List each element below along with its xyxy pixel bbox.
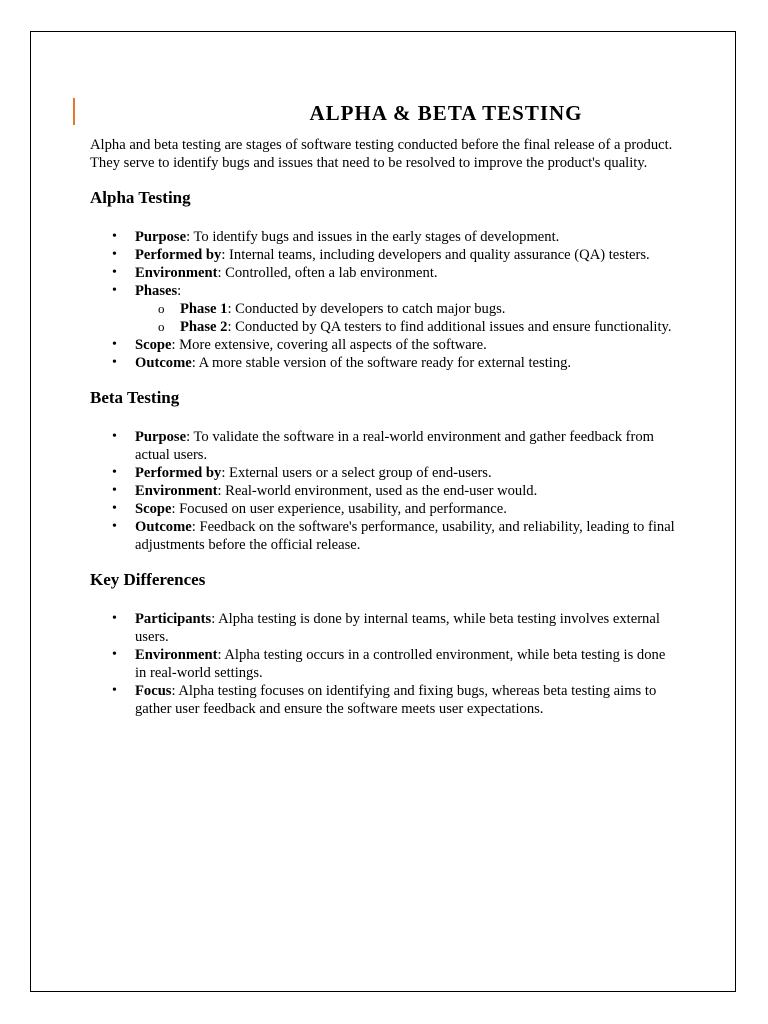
document-body[interactable] bbox=[90, 99, 680, 718]
sublist-item bbox=[135, 300, 680, 318]
item-term: Purpose bbox=[135, 229, 187, 245]
list-item bbox=[90, 282, 680, 336]
item-term: Participants bbox=[135, 611, 212, 627]
list-item bbox=[90, 264, 680, 282]
phases-sublist bbox=[135, 300, 680, 336]
differences-heading: Key Differences bbox=[90, 570, 206, 589]
document-title: ALPHA & BETA TESTING bbox=[309, 101, 583, 125]
list-item bbox=[90, 464, 680, 482]
differences-list bbox=[90, 610, 680, 718]
beta-heading: Beta Testing bbox=[90, 388, 180, 407]
item-term: Environment bbox=[135, 483, 218, 499]
list-item bbox=[90, 228, 680, 246]
item-term: Phase 1 bbox=[180, 301, 228, 317]
item-text: : To validate the software in a real-world environment and gather feedback from actual users. bbox=[135, 429, 655, 463]
list-item bbox=[90, 428, 680, 464]
list-item bbox=[90, 500, 680, 518]
item-term: Phases bbox=[135, 283, 178, 299]
list-item bbox=[90, 518, 680, 554]
item-term: Outcome bbox=[135, 519, 192, 535]
list-item bbox=[90, 246, 680, 264]
item-term: Phase 2 bbox=[180, 319, 228, 335]
item-term: Scope bbox=[135, 337, 172, 353]
beta-list bbox=[90, 428, 680, 554]
item-text: : Conducted by developers to catch major bugs. bbox=[227, 301, 506, 317]
item-text: : Alpha testing is done by internal teams, while beta testing involves external users. bbox=[135, 611, 660, 645]
item-text: : Real-world environment, used as the end-user would. bbox=[217, 483, 538, 499]
list-item bbox=[90, 482, 680, 500]
item-term: Performed by bbox=[135, 247, 222, 263]
item-term: Scope bbox=[135, 501, 172, 517]
item-text: : Controlled, often a lab environment. bbox=[217, 265, 438, 281]
list-item bbox=[90, 610, 680, 646]
item-text: : More extensive, covering all aspects of the software. bbox=[171, 337, 487, 353]
item-text: : To identify bugs and issues in the early stages of development. bbox=[186, 229, 560, 245]
item-term: Purpose bbox=[135, 429, 187, 445]
intro-paragraph: Alpha and beta testing are stages of software testing conducted before the final release of a product. They serve to identify bugs and issues that need to be resolved to improve the product's quality. bbox=[90, 137, 673, 171]
item-text: : Alpha testing focuses on identifying and fixing bugs, whereas beta testing aims to gather user feedback and ensure the software meets user expectations. bbox=[135, 683, 657, 717]
text-cursor bbox=[73, 98, 75, 125]
sublist-item bbox=[135, 318, 680, 336]
item-term: Performed by bbox=[135, 465, 222, 481]
alpha-list bbox=[90, 228, 680, 372]
item-term: Environment bbox=[135, 647, 218, 663]
item-text: : Feedback on the software's performance, usability, and reliability, leading to final adjustments before the official release. bbox=[135, 519, 675, 553]
item-term: Outcome bbox=[135, 355, 192, 371]
item-text: : Alpha testing occurs in a controlled environment, while beta testing is done in real-world settings. bbox=[135, 647, 666, 681]
list-item bbox=[90, 682, 680, 718]
item-text: : External users or a select group of end-users. bbox=[221, 465, 492, 481]
item-text: : Conducted by QA testers to find additional issues and ensure functionality. bbox=[227, 319, 672, 335]
alpha-heading: Alpha Testing bbox=[90, 188, 191, 207]
list-item bbox=[90, 354, 680, 372]
list-item bbox=[90, 646, 680, 682]
item-text: : bbox=[177, 283, 182, 299]
item-text: : A more stable version of the software ready for external testing. bbox=[191, 355, 572, 371]
item-term: Focus bbox=[135, 683, 172, 699]
item-term: Environment bbox=[135, 265, 218, 281]
list-item bbox=[90, 336, 680, 354]
item-text: : Internal teams, including developers and quality assurance (QA) testers. bbox=[221, 247, 650, 263]
item-text: : Focused on user experience, usability, and performance. bbox=[171, 501, 507, 517]
